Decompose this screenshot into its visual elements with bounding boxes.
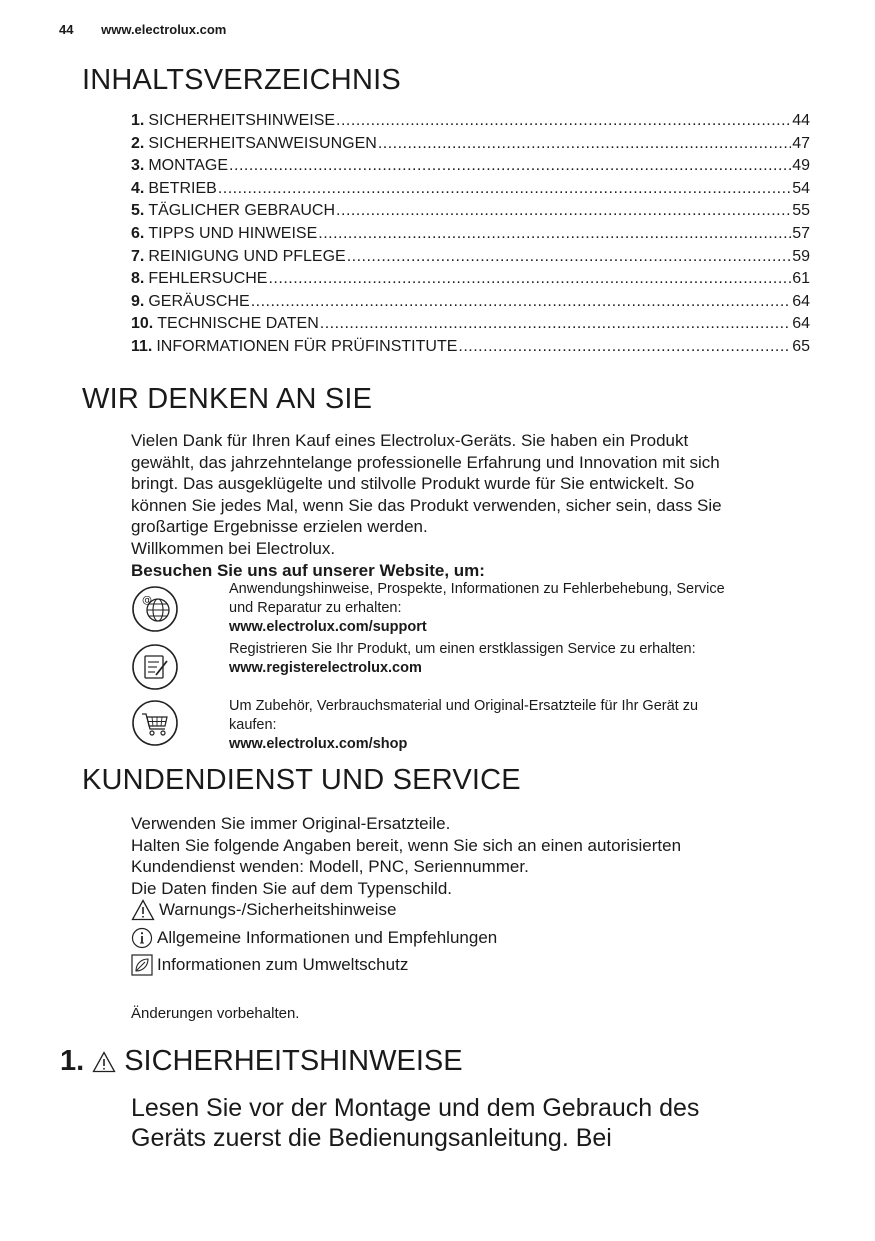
toc-item[interactable]: 5. TÄGLICHER GEBRAUCH ..... 55: [131, 202, 810, 225]
changes-note: Änderungen vorbehalten.: [131, 1005, 300, 1022]
section-1-heading: [60, 1045, 463, 1078]
section-number: 1.: [60, 1045, 85, 1077]
leader-dots: [378, 135, 791, 153]
section-title: SICHERHEITSHINWEISE: [124, 1045, 463, 1077]
leader-dots: [268, 270, 791, 288]
toc-item[interactable]: 8. FEHLERSUCHE ..... 61: [131, 270, 810, 293]
legend-info: Allgemeine Informationen und Empfehlungen: [131, 927, 497, 949]
toc-title: INHALTSVERZEICHNIS: [82, 64, 401, 96]
shopping-cart-icon: [131, 699, 179, 747]
leader-dots: [336, 112, 791, 130]
register-link[interactable]: www.registerelectrolux.com: [229, 660, 422, 676]
service-text: Verwenden Sie immer Original-Ersatzteile. Halten Sie folgende Angaben bereit, wenn Sie sich an einen autorisierten Kundendienst wenden: Modell, PNC, Seriennummer. Die Daten finden Sie auf dem Typenschild.: [131, 814, 682, 898]
leader-dots: [218, 180, 791, 198]
toc-item[interactable]: 9. GERÄUSCHE ..... 64: [131, 293, 810, 316]
web-globe-icon: [131, 585, 179, 633]
toc-item[interactable]: 6. TIPPS UND HINWEISE ..... 57: [131, 225, 810, 248]
intro-text: Vielen Dank für Ihren Kauf eines Electrolux-Geräts. Sie haben ein Produkt gewählt, das jahrzehntelange professionelle Erfahrung und Innovation mit sich bringt. Das ausgeklügelte und stilvolle Produkt wurde für Sie entwickelt. So können Sie jedes Mal, wenn Sie das Produkt verwenden, sicher sein, dass Sie großartige Ergebnisse erzielen werden. Willkommen bei Electrolux. Besuchen Sie uns auf unserer Website, um:: [131, 431, 722, 580]
leader-dots: [347, 248, 792, 266]
leader-dots: [318, 225, 791, 243]
visit-label: Besuchen Sie uns auf unserer Website, um:: [131, 560, 485, 580]
toc-item[interactable]: 2. SICHERHEITSANWEISUNGEN ..... 47: [131, 135, 810, 158]
page-number: 44: [59, 22, 74, 37]
toc-item[interactable]: 11. INFORMATIONEN FÜR PRÜFINSTITUTE ..... 65: [131, 338, 810, 361]
svg-text:@: @: [142, 595, 152, 606]
support-link[interactable]: www.electrolux.com/support: [229, 619, 427, 635]
leader-dots: [336, 202, 791, 220]
toc-item[interactable]: 3. MONTAGE ..... 49: [131, 157, 810, 180]
leader-dots: [251, 293, 792, 311]
leaf-environment-icon: [131, 954, 153, 976]
shop-link[interactable]: www.electrolux.com/shop: [229, 736, 408, 752]
toc-item[interactable]: 4. BETRIEB ..... 54: [131, 180, 810, 203]
leader-dots: [229, 157, 791, 175]
toc-item[interactable]: 1. SICHERHEITSHINWEISE ..... 44: [131, 112, 810, 135]
legend-environment: Informationen zum Umweltschutz: [131, 954, 408, 976]
section-1-lead: Lesen Sie vor der Montage und dem Gebrauch des Geräts zuerst die Bedienungsanleitung. Bei: [131, 1094, 700, 1152]
header-url[interactable]: www.electrolux.com: [101, 22, 227, 37]
table-of-contents: [131, 112, 810, 361]
registration-form-icon: [131, 643, 179, 691]
info-circle-icon: [131, 927, 153, 949]
toc-item[interactable]: 7. REINIGUNG UND PFLEGE ..... 59: [131, 248, 810, 271]
warning-triangle-icon: [131, 899, 155, 921]
leader-dots: [458, 338, 791, 356]
leader-dots: [320, 315, 791, 333]
legend-warning: Warnungs-/Sicherheitshinweise: [131, 899, 396, 921]
thinking-title: WIR DENKEN AN SIE: [82, 383, 373, 415]
toc-item[interactable]: 10. TECHNISCHE DATEN ..... 64: [131, 315, 810, 338]
page-header: [59, 22, 226, 37]
warning-triangle-icon: [92, 1051, 116, 1073]
service-title: KUNDENDIENST UND SERVICE: [82, 764, 521, 796]
